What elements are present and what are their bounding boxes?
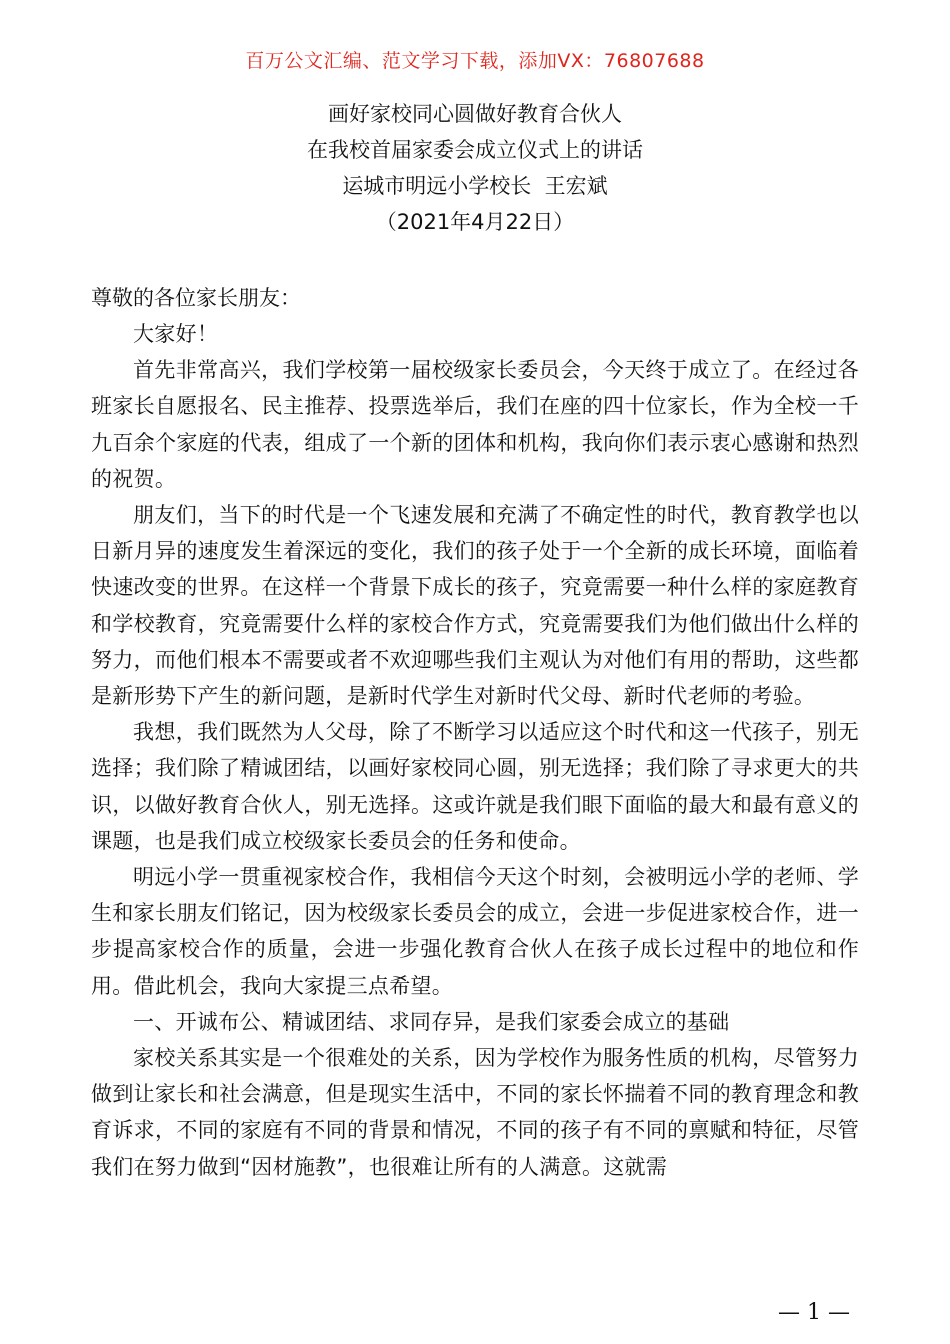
salutation: 尊敬的各位家长朋友：	[91, 286, 301, 310]
page-number: — 1 —	[778, 1300, 850, 1325]
speech-date: （2021年4月22日）	[375, 210, 575, 234]
paragraph-1: 首先非常高兴，我们学校第一届校级家长委员会，今天终于成立了。在经过各班家长自愿报名、民主推荐、投票选举后，我们在座的四十位家长，作为全校一千九百余个家庭的代表，组成了一个新的团体和机构，我向你们表示衷心感谢和热烈的祝贺。	[91, 358, 859, 491]
paragraph-5: 家校关系其实是一个很难处的关系，因为学校作为服务性质的机构，尽管努力做到让家长和社会满意，但是现实生活中，不同的家长怀揣着不同的教育理念和教育诉求，不同的家庭有不同的背景和情况，不同的孩子有不同的禀赋和特征，尽管我们在努力做到“因材施教”，也很难让所有的人满意。这就需	[91, 1046, 859, 1179]
speech-body	[91, 280, 859, 1185]
section-heading-1: 一、开诚布公、精诚团结、求同存异，是我们家委会成立的基础	[133, 1009, 730, 1034]
title-block	[0, 96, 950, 240]
speech-title: 画好家校同心圆做好教育合伙人	[328, 102, 622, 126]
paragraph-2: 朋友们，当下的时代是一个飞速发展和充满了不确定性的时代，教育教学也以日新月异的速度发生着深远的变化，我们的孩子处于一个全新的成长环境，面临着快速改变的世界。在这样一个背景下成长的孩子，究竟需要一种什么样的家庭教育和学校教育，究竟需要什么样的家校合作方式，究竟需要我们为他们做出什么样的努力，而他们根本不需要或者不欢迎哪些我们主观认为对他们有用的帮助，这些都是新形势下产生的新问题，是新时代学生对新时代父母、新时代老师的考验。	[91, 503, 859, 709]
speaker-line: 运城市明远小学校长 王宏斌	[342, 174, 608, 198]
promo-header: 百万公文汇编、范文学习下载，添加VX：76807688	[245, 50, 705, 72]
greeting: 大家好！	[133, 322, 219, 346]
paragraph-4: 明远小学一贯重视家校合作，我相信今天这个时刻，会被明远小学的老师、学生和家长朋友们铭记，因为校级家长委员会的成立，会进一步促进家校合作，进一步提高家校合作的质量，会进一步强化教育合伙人在孩子成长过程中的地位和作用。借此机会，我向大家提三点希望。	[91, 865, 859, 998]
paragraph-3: 我想，我们既然为人父母，除了不断学习以适应这个时代和这一代孩子，别无选择；我们除了精诚团结，以画好家校同心圆，别无选择；我们除了寻求更大的共识，以做好教育合伙人，别无选择。这或许就是我们眼下面临的最大和最有意义的课题，也是我们成立校级家长委员会的任务和使命。	[91, 720, 859, 853]
speech-subtitle: 在我校首届家委会成立仪式上的讲话	[307, 138, 643, 162]
